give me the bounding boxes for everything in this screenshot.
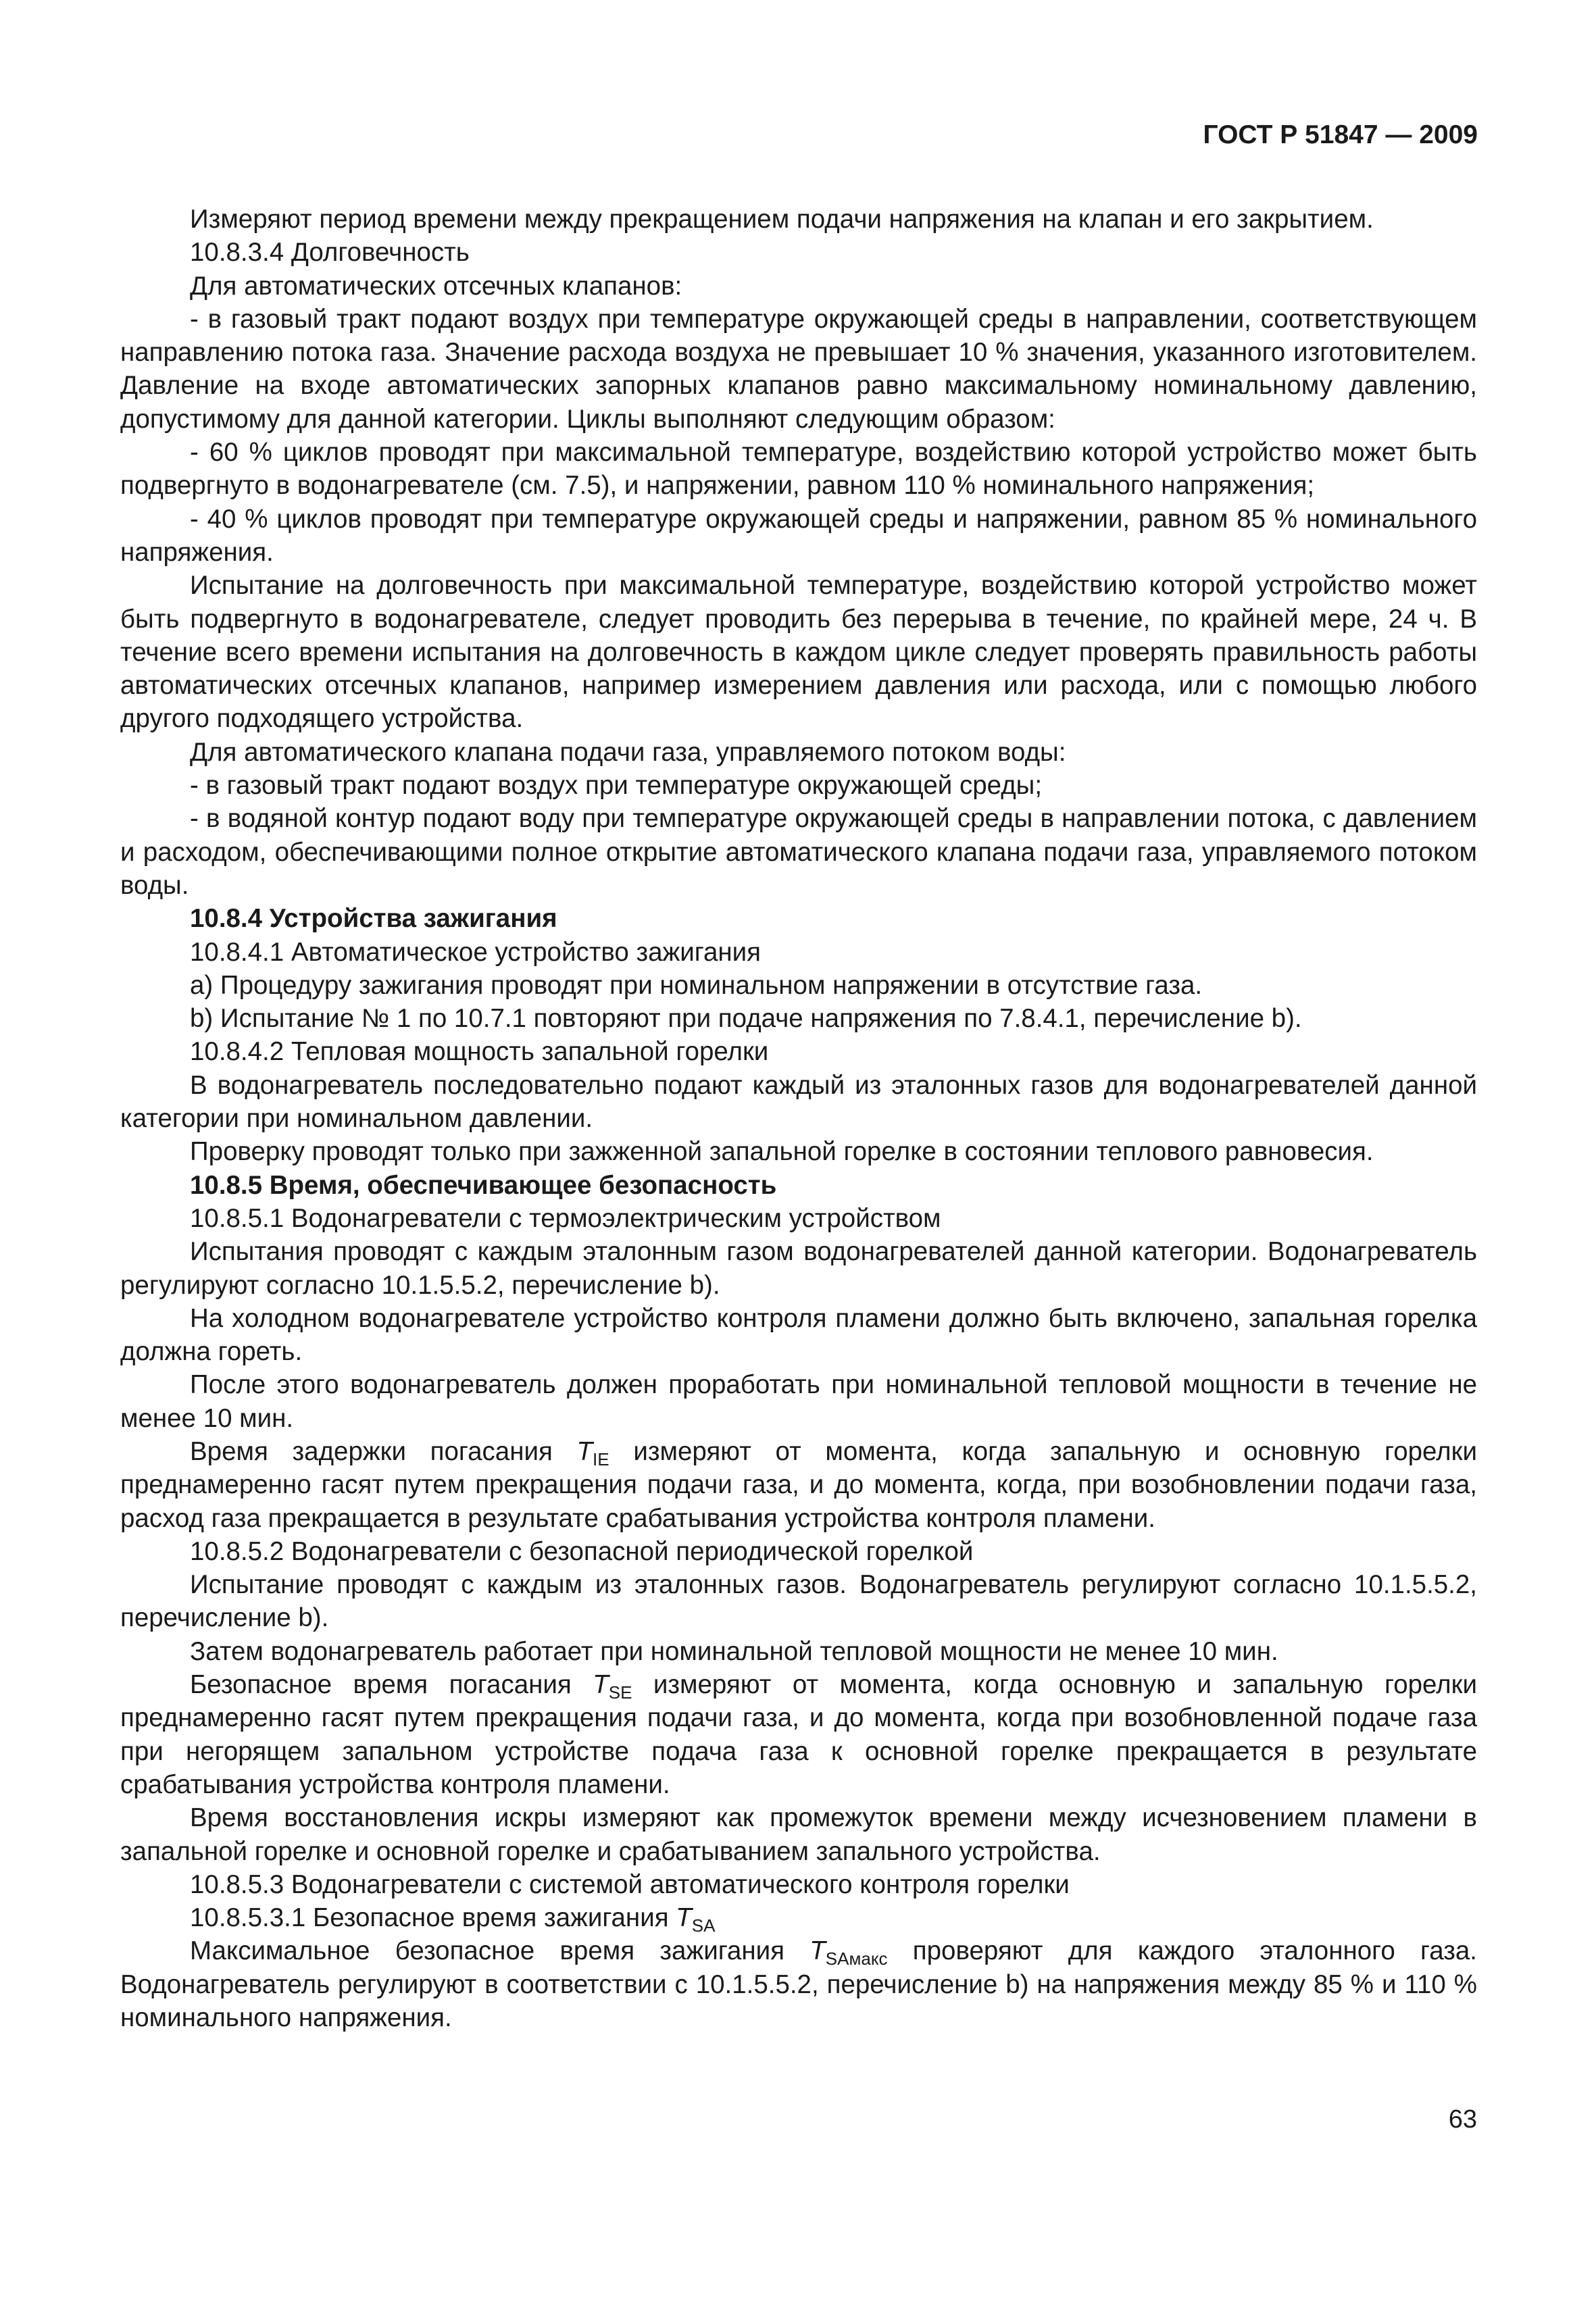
paragraph: Время восстановления искры измеряют как промежуток времени между исчезновением пламени в запальной горелке и основной горелке и срабатыванием запального устройства. — [120, 1803, 1477, 1866]
list-item: - 60 % циклов проводят при максимальной температуре, воздействию которой устройство может быть подвергнуто в водонагревателе (см. 7.5), и напряжении, равном 110 % номинального напряжения; — [120, 438, 1477, 501]
symbol-t: T — [576, 1436, 593, 1466]
text-run: Максимальное безопасное время зажигания — [190, 1936, 810, 1966]
symbol-subscript: IE — [593, 1449, 609, 1469]
section-heading: 10.8.5.3 Водонагреватели с системой автоматического контроля горелки — [190, 1869, 1070, 1899]
symbol-t: T — [809, 1936, 826, 1966]
paragraph-tse — [120, 1668, 1477, 1801]
symbol-t: T — [676, 1903, 692, 1933]
paragraph-tsa-max — [120, 1934, 1477, 2034]
section-heading: 10.8.4.2 Тепловая мощность запальной горелки — [190, 1037, 769, 1067]
paragraph: Затем водонагреватель работает при номинальной тепловой мощности не менее 10 мин. — [190, 1636, 1278, 1666]
paragraph: Проверку проводят только при зажженной запальной горелке в состоянии теплового равновесия. — [190, 1137, 1374, 1167]
text-run: проверяют для каждого эталонного газа. Водонагреватель регулируют в соответствии с 10.1.5.5.2, перечисление b) на напряжения между 85 % и 110 % номинального напряжения. — [120, 1936, 1477, 2033]
page-number: 63 — [1448, 2105, 1477, 2134]
paragraph: Испытания проводят с каждым эталонным газом водонагревателей данной категории. Водонагреватель регулируют согласно 10.1.5.5.2, перечисление b). — [120, 1237, 1477, 1300]
symbol-subscript: SA — [691, 1915, 716, 1936]
section-heading: 10.8.5.1 Водонагреватели с термоэлектрическим устройством — [190, 1203, 941, 1233]
text-run: измеряют от момента, когда основную и запальную горелки преднамеренно гасят путем прекращения подачи газа, и до момента, когда при возобновленной подаче газа при негорящем запальном устройстве подача газа к основной горелке прекращается в результате срабатывания устройства контроля пламени. — [120, 1670, 1477, 1799]
paragraph: Испытание проводят с каждым из эталонных газов. Водонагреватель регулируют согласно 10.1.5.5.2, перечисление b). — [120, 1570, 1477, 1633]
symbol-subscript: SAмакс — [825, 1948, 888, 1969]
text-run: Время задержки погасания — [190, 1436, 577, 1466]
paragraph: После этого водонагреватель должен проработать при номинальной тепловой мощности в течение не менее 10 мин. — [120, 1370, 1477, 1433]
text-run: измеряют от момента, когда запальную и основную горелки преднамеренно гасят путем прекращения подачи газа, и до момента, когда, при возобновлении подачи газа, расход газа прекращается в результате срабатывания устройства контроля пламени. — [120, 1436, 1477, 1533]
list-item: b) Испытание № 1 по 10.7.1 повторяют при подаче напряжения по 7.8.4.1, перечисление b). — [190, 1004, 1302, 1034]
list-item: - 40 % циклов проводят при температуре окружающей среды и напряжении, равном 85 % номинального напряжения. — [120, 504, 1477, 567]
list-item: - в водяной контур подают воду при температуре окружающей среды в направлении потока, с давлением и расходом, обеспечивающими полное открытие автоматического клапана подачи газа, управляемого потоком воды. — [120, 804, 1477, 900]
paragraph: Испытание на долговечность при максимальной температуре, воздействию которой устройство может быть подвергнуто в водонагревателе, следует проводить без перерыва в течение, по крайней мере, 24 ч. В течение всего времени испытания на долговечность в каждом цикле следует проверять правильность работы автоматических отсечных клапанов, например измерением давления или расхода, или с помощью любого другого подходящего устройства. — [120, 571, 1477, 734]
body-text — [120, 203, 1477, 2034]
symbol-subscript: SE — [608, 1682, 632, 1703]
list-item: a) Процедуру зажигания проводят при номинальном напряжении в отсутствие газа. — [190, 970, 1203, 1000]
paragraph: Измеряют период времени между прекращением подачи напряжения на клапан и его закрытием. — [190, 205, 1374, 234]
list-item: - в газовый тракт подают воздух при температуре окружающей среды в направлении, соответствующем направлению потока газа. Значение расхода воздуха не превышает 10 % значения, указанного изготовителем. Давление на входе автоматических запорных клапанов равно максимальному номинальному давлению, допустимому для данной категории. Циклы выполняют следующим образом: — [120, 304, 1477, 434]
paragraph: На холодном водонагревателе устройство контроля пламени должно быть включено, запальная горелка должна гореть. — [120, 1303, 1477, 1367]
paragraph: Для автоматического клапана подачи газа, управляемого потоком воды: — [190, 737, 1066, 767]
paragraph-tie — [120, 1435, 1477, 1535]
list-item: - в газовый тракт подают воздух при температуре окружающей среды; — [190, 771, 1043, 801]
text-run: Безопасное время погасания — [190, 1670, 593, 1700]
document-header: ГОСТ Р 51847 — 2009 — [1203, 120, 1478, 149]
section-heading-bold: 10.8.4 Устройства зажигания — [190, 904, 557, 934]
section-heading: 10.8.4.1 Автоматическое устройство зажигания — [190, 937, 762, 967]
section-heading: 10.8.3.4 Долговечность — [190, 238, 470, 268]
symbol-t: T — [593, 1670, 609, 1700]
paragraph: Для автоматических отсечных клапанов: — [190, 271, 682, 301]
text-run: 10.8.5.3.1 Безопасное время зажигания — [190, 1903, 676, 1933]
section-heading: 10.8.5.2 Водонагреватели с безопасной периодической горелкой — [190, 1536, 974, 1566]
paragraph: В водонагреватель последовательно подают каждый из эталонных газов для водонагревателей данной категории при номинальном давлении. — [120, 1070, 1477, 1134]
section-heading-tsa — [120, 1901, 1477, 1934]
section-heading-bold: 10.8.5 Время, обеспечивающее безопасность — [190, 1170, 777, 1200]
